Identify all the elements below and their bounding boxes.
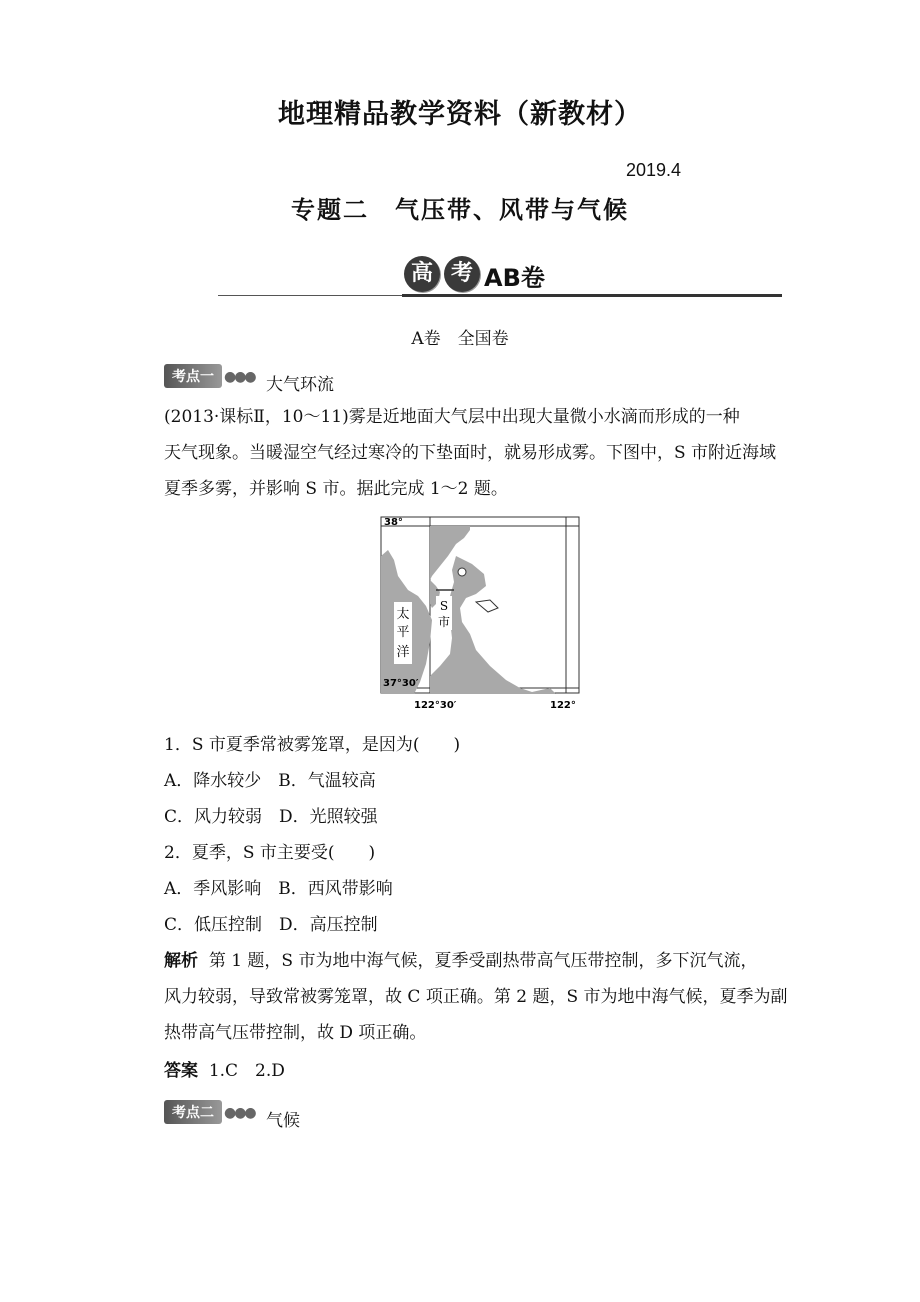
island-icon — [458, 568, 466, 576]
analysis-text-1: 第 1 题，S 市为地中海气候，夏季受副热带高气压带控制，多下沉气流， — [208, 951, 758, 971]
q2-options-1: A．季风影响 B．西风带影响 — [164, 879, 393, 899]
answer-text: 1.C 2.D — [208, 1061, 285, 1081]
ocean-char-3: 洋 — [396, 645, 410, 660]
banner-bar — [402, 294, 782, 297]
gaokao-banner — [218, 256, 738, 298]
ocean-char-2: 平 — [396, 625, 410, 640]
answer-label: 答案 — [164, 1061, 198, 1081]
q2-stem: 2．夏季，S 市主要受( ) — [164, 843, 376, 863]
intro-line-3: 夏季多雾，并影响 S 市。据此完成 1～2 题。 — [164, 479, 508, 499]
map-svg — [380, 516, 580, 718]
lon-left-label: 122°30′ — [414, 700, 457, 711]
lon-right-label: 122° — [550, 700, 576, 711]
point2-label: 气候 — [266, 1111, 300, 1131]
analysis-label: 解析 — [164, 951, 198, 971]
lat-top-label: 38° — [384, 517, 403, 528]
analysis-line-2: 风力较弱，导致常被雾笼罩，故 C 项正确。第 2 题，S 市为地中海气候，夏季为副 — [164, 987, 788, 1007]
answer-line — [164, 1054, 285, 1088]
q1-options-1: A．降水较少 B．气温较高 — [164, 771, 376, 791]
banner-ab: AB卷 — [484, 264, 545, 292]
intro-line-1: (2013·课标Ⅱ，10～11)雾是近地面大气层中出现大量微小水滴而形成的一种 — [164, 407, 740, 427]
banner-seal-1: 高 — [404, 256, 440, 292]
point1-tag-text: 考点一 — [164, 364, 222, 388]
map-figure — [380, 516, 580, 718]
point1-tag — [164, 364, 255, 386]
city-char-2: 市 — [437, 615, 451, 629]
lat-bottom-label: 37°30′ — [383, 678, 419, 689]
point2-tag — [164, 1100, 255, 1122]
q1-options-2: C．风力较弱 D．光照较强 — [164, 807, 378, 827]
section-title: A卷 全国卷 — [411, 329, 509, 349]
dots-icon: ●●● — [224, 1105, 255, 1121]
topic-text: 专题二 气压带、风带与气候 — [291, 195, 629, 224]
point1-label: 大气环流 — [266, 375, 334, 395]
q1-stem: 1．S 市夏季常被雾笼罩，是因为( ) — [164, 735, 461, 755]
analysis-line-1 — [164, 944, 758, 978]
topic-title — [0, 190, 920, 225]
dots-icon: ●●● — [224, 369, 255, 385]
date: 2019.4 — [626, 160, 682, 180]
city-char-1: S — [439, 599, 449, 613]
page-title: 地理精品教学资料（新教材） — [278, 99, 642, 130]
q2-options-2: C．低压控制 D．高压控制 — [164, 915, 378, 935]
intro-line-2: 天气现象。当暖湿空气经过寒冷的下垫面时，就易形成雾。下图中，S 市附近海域 — [164, 443, 777, 463]
ocean-char-1: 太 — [396, 607, 410, 622]
banner-seal-2: 考 — [444, 256, 480, 292]
analysis-line-3: 热带高气压带控制，故 D 项正确。 — [164, 1023, 427, 1043]
point2-tag-text: 考点二 — [164, 1100, 222, 1124]
